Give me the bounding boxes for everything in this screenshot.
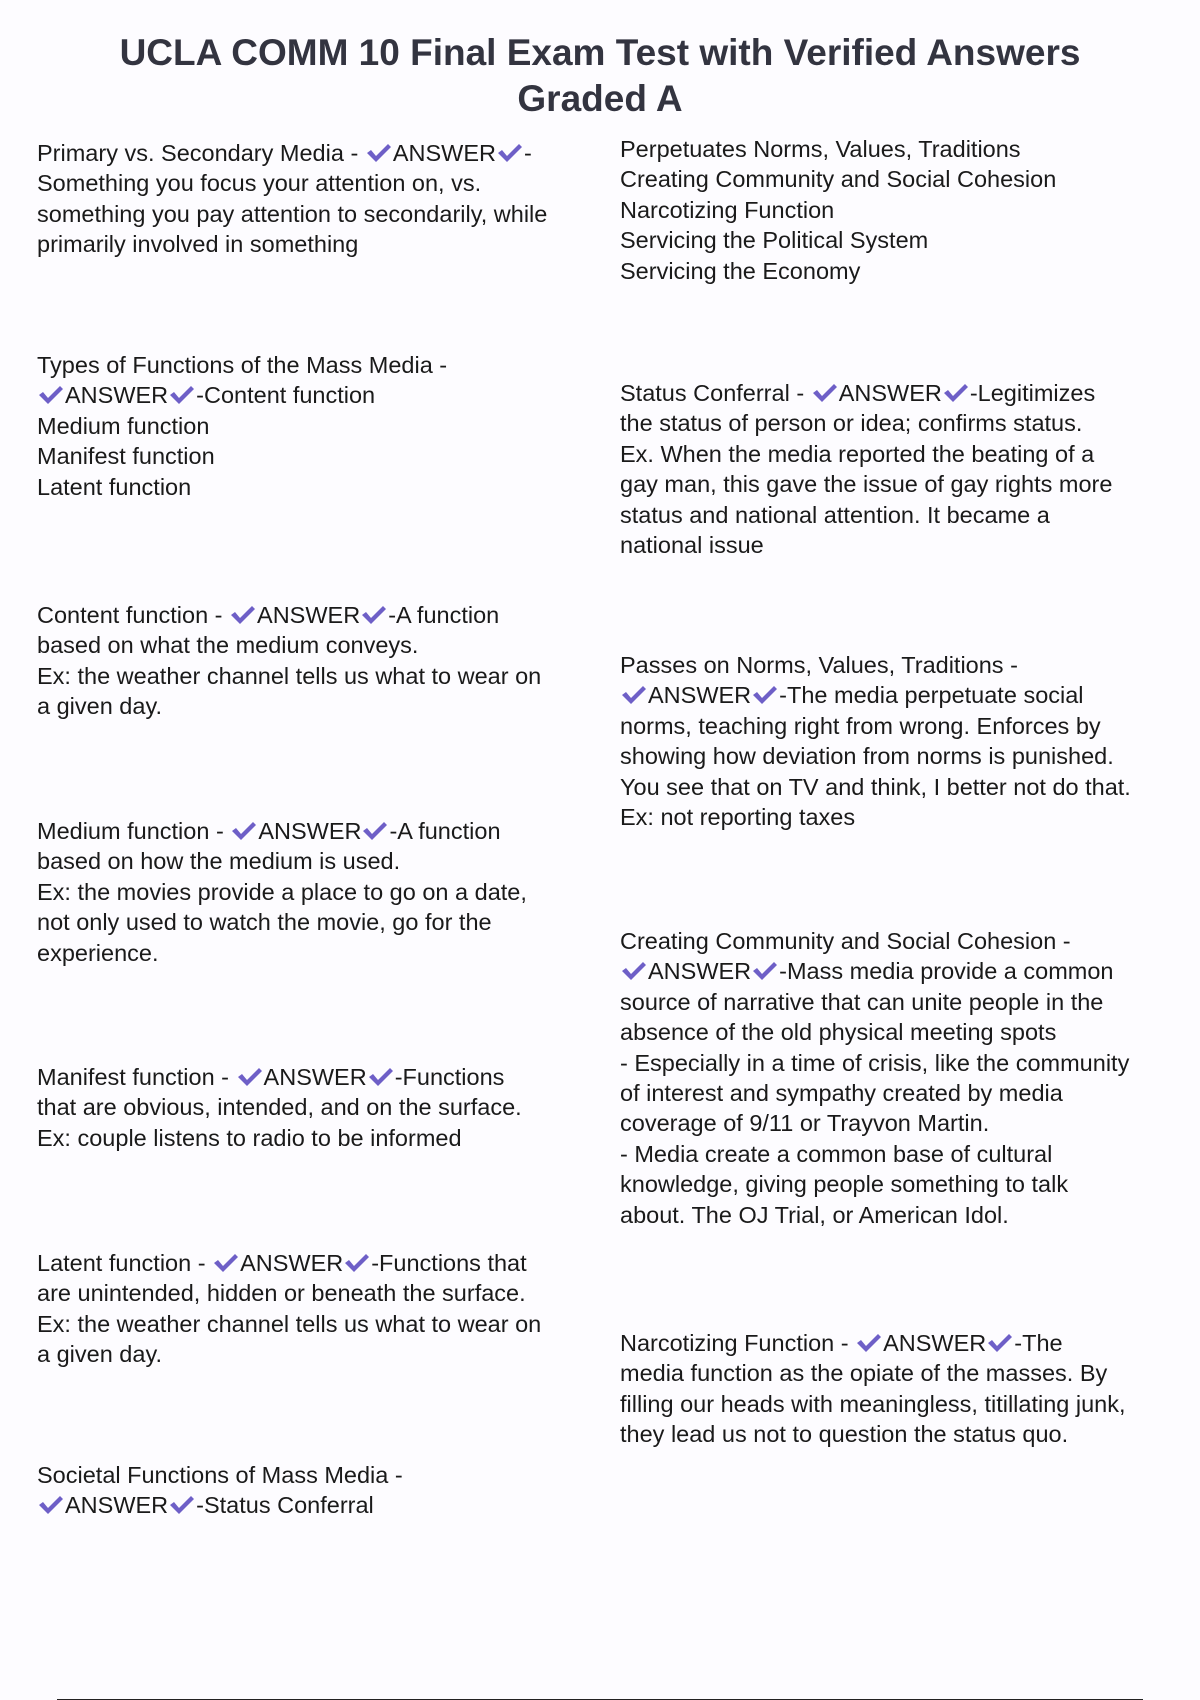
entry-line: about. The OJ Trial, or American Idol. — [620, 1201, 1009, 1228]
entry-line: a given day. — [37, 693, 162, 720]
qa-entry — [37, 1062, 612, 1153]
check-icon — [497, 142, 523, 164]
check-icon — [237, 1066, 263, 1088]
qa-entry — [620, 1328, 1195, 1450]
check-icon — [230, 604, 256, 626]
entry-line: You see that on TV and think, I better not do that. — [620, 773, 1131, 800]
entry-term: Latent function - — [37, 1250, 206, 1276]
entry-line: media function as the opiate of the masses. By — [620, 1360, 1108, 1387]
qa-entry — [37, 1460, 612, 1521]
entry-line: absence of the old physical meeting spots — [620, 1019, 1057, 1046]
qa-entry — [37, 816, 612, 968]
list-item: Creating Community and Social Cohesion — [620, 166, 1057, 193]
entry-answer-line — [620, 956, 1195, 986]
answer-text: - — [523, 140, 532, 166]
entry-term: Narcotizing Function - — [620, 1330, 849, 1356]
entry-head — [37, 1062, 612, 1092]
entry-term: Societal Functions of Mass Media - — [37, 1462, 403, 1488]
entry-line: showing how deviation from norms is punished. — [620, 743, 1114, 770]
entry-line: Medium function — [37, 412, 210, 439]
answer-text: -Content function — [196, 382, 376, 409]
check-icon — [621, 684, 647, 706]
check-icon — [213, 1252, 239, 1274]
entry-line: they lead us not to question the status quo. — [620, 1421, 1069, 1448]
entry-line: Ex: the movies provide a place to go on a date, — [37, 878, 527, 905]
functions-list — [620, 134, 1195, 286]
entry-line: Something you focus your attention on, vs. — [37, 170, 482, 197]
answer-text: -A function — [388, 602, 500, 628]
entry-line: Ex. When the media reported the beating of a — [620, 440, 1095, 467]
entry-line: - Media create a common base of cultural — [620, 1140, 1053, 1167]
answer-label: ANSWER — [392, 140, 496, 166]
qa-entry — [37, 350, 612, 502]
qa-entry — [37, 1248, 612, 1370]
entry-term: Content function - — [37, 602, 223, 628]
answer-label: ANSWER — [65, 382, 169, 409]
list-item: Servicing the Economy — [620, 257, 861, 284]
qa-entry — [620, 926, 1195, 1230]
entry-line: the status of person or idea; confirms status. — [620, 410, 1083, 437]
entry-line: primarily involved in something — [37, 231, 359, 258]
qa-entry — [620, 650, 1195, 832]
answer-text: -Mass media provide a common — [779, 958, 1114, 985]
check-icon — [752, 684, 778, 706]
entry-head — [37, 1248, 612, 1278]
check-icon — [344, 1252, 370, 1274]
answer-text: -Legitimizes — [969, 380, 1096, 406]
check-icon — [362, 820, 388, 842]
document-title — [40, 30, 1160, 122]
entry-head — [620, 378, 1195, 408]
answer-text: -Status Conferral — [196, 1492, 374, 1519]
answer-label: ANSWER — [883, 1330, 987, 1356]
answer-label: ANSWER — [65, 1492, 169, 1519]
check-icon — [231, 820, 257, 842]
entry-line: Ex: the weather channel tells us what to wear on — [37, 662, 542, 689]
answer-label: ANSWER — [240, 1250, 344, 1276]
title-line-2: Graded A — [517, 78, 683, 119]
entry-line: that are obvious, intended, and on the surface. — [37, 1094, 522, 1121]
answer-text: -Functions that — [371, 1250, 527, 1276]
entry-head — [37, 816, 612, 846]
check-icon — [856, 1332, 882, 1354]
entry-line: Ex: the weather channel tells us what to wear on — [37, 1310, 542, 1337]
entry-term: Status Conferral - — [620, 380, 805, 406]
entry-line: experience. — [37, 939, 159, 966]
check-icon — [621, 960, 647, 982]
entry-line: gay man, this gave the issue of gay rights more — [620, 471, 1113, 498]
qa-entry — [37, 138, 612, 260]
qa-entry — [620, 378, 1195, 560]
answer-label: ANSWER — [263, 1064, 367, 1090]
list-item: Servicing the Political System — [620, 227, 929, 254]
entry-line: not only used to watch the movie, go for the — [37, 909, 492, 936]
answer-text: -Functions — [394, 1064, 505, 1090]
entry-line: based on what the medium conveys. — [37, 632, 419, 659]
entry-term: Passes on Norms, Values, Traditions - — [620, 652, 1018, 678]
check-icon — [169, 1494, 195, 1516]
entry-line: are unintended, hidden or beneath the surface. — [37, 1280, 526, 1307]
entry-term: Types of Functions of the Mass Media - — [37, 352, 448, 378]
check-icon — [368, 1066, 394, 1088]
entry-line: Manifest function — [37, 443, 215, 470]
answer-text: -The — [1014, 1330, 1063, 1356]
entry-answer-line — [37, 380, 612, 410]
entry-line: source of narrative that can unite people in the — [620, 988, 1104, 1015]
check-icon — [987, 1332, 1013, 1354]
entry-line: Ex: couple listens to radio to be informed — [37, 1124, 462, 1151]
entry-line: Ex: not reporting taxes — [620, 804, 856, 831]
entry-line: something you pay attention to secondarily, while — [37, 200, 548, 227]
check-icon — [169, 384, 195, 406]
answer-text: -A function — [389, 818, 501, 844]
answer-text: -The media perpetuate social — [779, 682, 1084, 709]
check-icon — [366, 142, 392, 164]
entry-line: filling our heads with meaningless, titillating junk, — [620, 1390, 1126, 1417]
entry-answer-line — [37, 1490, 612, 1520]
list-item: Perpetuates Norms, Values, Traditions — [620, 136, 1021, 162]
entry-term: Primary vs. Secondary Media - — [37, 140, 359, 166]
entry-line: status and national attention. It became a — [620, 501, 1050, 528]
answer-label: ANSWER — [258, 818, 362, 844]
check-icon — [38, 384, 64, 406]
entry-line: knowledge, giving people something to talk — [620, 1171, 1069, 1198]
answer-label: ANSWER — [648, 682, 752, 709]
answer-label: ANSWER — [257, 602, 361, 628]
title-line-1: UCLA COMM 10 Final Exam Test with Verified Answers — [119, 32, 1081, 73]
entry-line: Latent function — [37, 473, 192, 500]
check-icon — [361, 604, 387, 626]
entry-term: Manifest function - — [37, 1064, 230, 1090]
entry-line: based on how the medium is used. — [37, 848, 401, 875]
entry-term: Medium function - — [37, 818, 224, 844]
entry-term: Creating Community and Social Cohesion - — [620, 928, 1071, 954]
check-icon — [752, 960, 778, 982]
entry-line: national issue — [620, 532, 764, 559]
entry-head — [37, 138, 612, 168]
check-icon — [943, 382, 969, 404]
answer-label: ANSWER — [648, 958, 752, 985]
entry-line: a given day. — [37, 1341, 162, 1368]
entry-head — [620, 1328, 1195, 1358]
qa-entry — [37, 600, 612, 722]
check-icon — [812, 382, 838, 404]
answer-label: ANSWER — [838, 380, 942, 406]
entry-line: coverage of 9/11 or Trayvon Martin. — [620, 1110, 990, 1137]
list-item: Narcotizing Function — [620, 196, 835, 223]
entry-answer-line — [620, 680, 1195, 710]
entry-line: of interest and sympathy created by media — [620, 1080, 1063, 1107]
check-icon — [38, 1494, 64, 1516]
entry-head — [37, 600, 612, 630]
entry-line: norms, teaching right from wrong. Enforces by — [620, 712, 1101, 739]
entry-line: - Especially in a time of crisis, like the community — [620, 1049, 1130, 1076]
